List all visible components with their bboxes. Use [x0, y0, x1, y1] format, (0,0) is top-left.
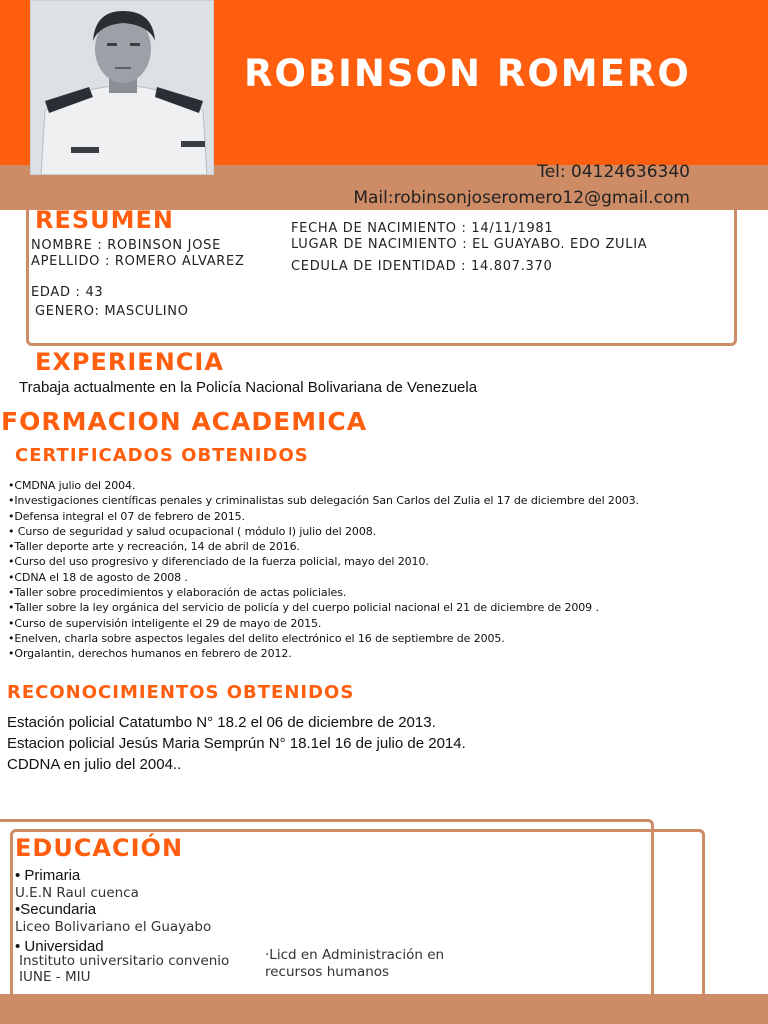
list-item: •Defensa integral el 07 de febrero de 2015. — [8, 509, 245, 523]
list-item: •CDNA el 18 de agosto de 2008 . — [8, 570, 188, 584]
phone-number[interactable]: Tel: 04124636340 — [537, 162, 690, 182]
email-address[interactable]: Mail:robinsonjoseromero12@gmail.com — [353, 188, 690, 208]
universidad-institucion-line1: Instituto universitario convenio — [19, 953, 230, 969]
experiencia-heading: EXPERIENCIA — [35, 348, 224, 376]
reconocimientos-list — [7, 712, 466, 775]
titulo-line2: recursos humanos — [265, 964, 390, 980]
list-item: •Taller deporte arte y recreación, 14 de abril de 2016. — [8, 540, 300, 554]
primaria-label: • Primaria — [15, 867, 81, 884]
resumen-cedula: CEDULA DE IDENTIDAD : 14.807.370 — [291, 259, 553, 274]
universidad-label: • Universidad — [15, 938, 104, 955]
candidate-name: ROBINSON ROMERO — [244, 52, 691, 95]
list-item: Estacion policial Jesús Maria Semprún N° 18.1el 16 de julio de 2014. — [7, 735, 466, 752]
list-item: •Enelven, charla sobre aspectos legales del delito electrónico el 16 de septiembre de 2005. — [8, 631, 505, 645]
list-item: CDDNA en julio del 2004.. — [7, 756, 182, 773]
resumen-lugar-nacimiento: LUGAR DE NACIMIENTO : EL GUAYABO. EDO ZULIA — [291, 237, 648, 252]
titulo-line1: ·Licd en Administración en — [265, 947, 445, 963]
list-item: •Taller sobre la ley orgánica del servicio de policía y del cuerpo policial nacional el 21 de diciembre de 2009 . — [8, 601, 599, 615]
list-item: • Curso de seguridad y salud ocupacional ( módulo I) julio del 2008. — [8, 524, 377, 538]
formacion-heading: FORMACION ACADEMICA — [1, 407, 368, 436]
reconocimientos-heading: RECONOCIMIENTOS OBTENIDOS — [7, 682, 355, 703]
resumen-heading: RESUMEN — [35, 206, 175, 234]
resumen-fecha-nacimiento: FECHA DE NACIMIENTO : 14/11/1981 — [291, 221, 554, 236]
primaria-institucion: U.E.N Raul cuenca — [15, 885, 139, 901]
resumen-genero: GENERO: MASCULINO — [35, 304, 189, 319]
list-item: •Orgalantin, derechos humanos en febrero de 2012. — [8, 647, 292, 661]
profile-photo — [30, 0, 214, 175]
list-item: •Curso de supervisión inteligente el 29 de mayo de 2015. — [8, 616, 322, 630]
resumen-nombre: NOMBRE : ROBINSON JOSE — [31, 238, 221, 253]
certificados-list — [8, 478, 639, 662]
list-item: •CMDNA julio del 2004. — [8, 479, 136, 492]
secundaria-institucion: Liceo Bolivariano el Guayabo — [15, 919, 212, 935]
universidad-institucion-line2: IUNE - MIU — [19, 969, 91, 985]
resumen-apellido: APELLIDO : ROMERO ALVAREZ — [31, 254, 245, 269]
resumen-edad: EDAD : 43 — [31, 285, 104, 300]
certificados-heading: CERTIFICADOS OBTENIDOS — [15, 445, 309, 466]
list-item: Estación policial Catatumbo N° 18.2 el 06 de diciembre de 2013. — [7, 714, 436, 731]
list-item: •Curso del uso progresivo y diferenciado de la fuerza policial, mayo del 2010. — [8, 555, 429, 569]
list-item: •Investigaciones científicas penales y criminalistas sub delegación San Carlos del Zulia el 17 de diciembre del 2003. — [8, 494, 639, 508]
secundaria-label: •Secundaria — [15, 901, 97, 918]
list-item: •Taller sobre procedimientos y elaboración de actas policiales. — [8, 586, 347, 600]
experiencia-text: Trabaja actualmente en la Policía Nacional Bolivariana de Venezuela — [19, 379, 478, 396]
educacion-heading: EDUCACIÓN — [15, 834, 184, 862]
